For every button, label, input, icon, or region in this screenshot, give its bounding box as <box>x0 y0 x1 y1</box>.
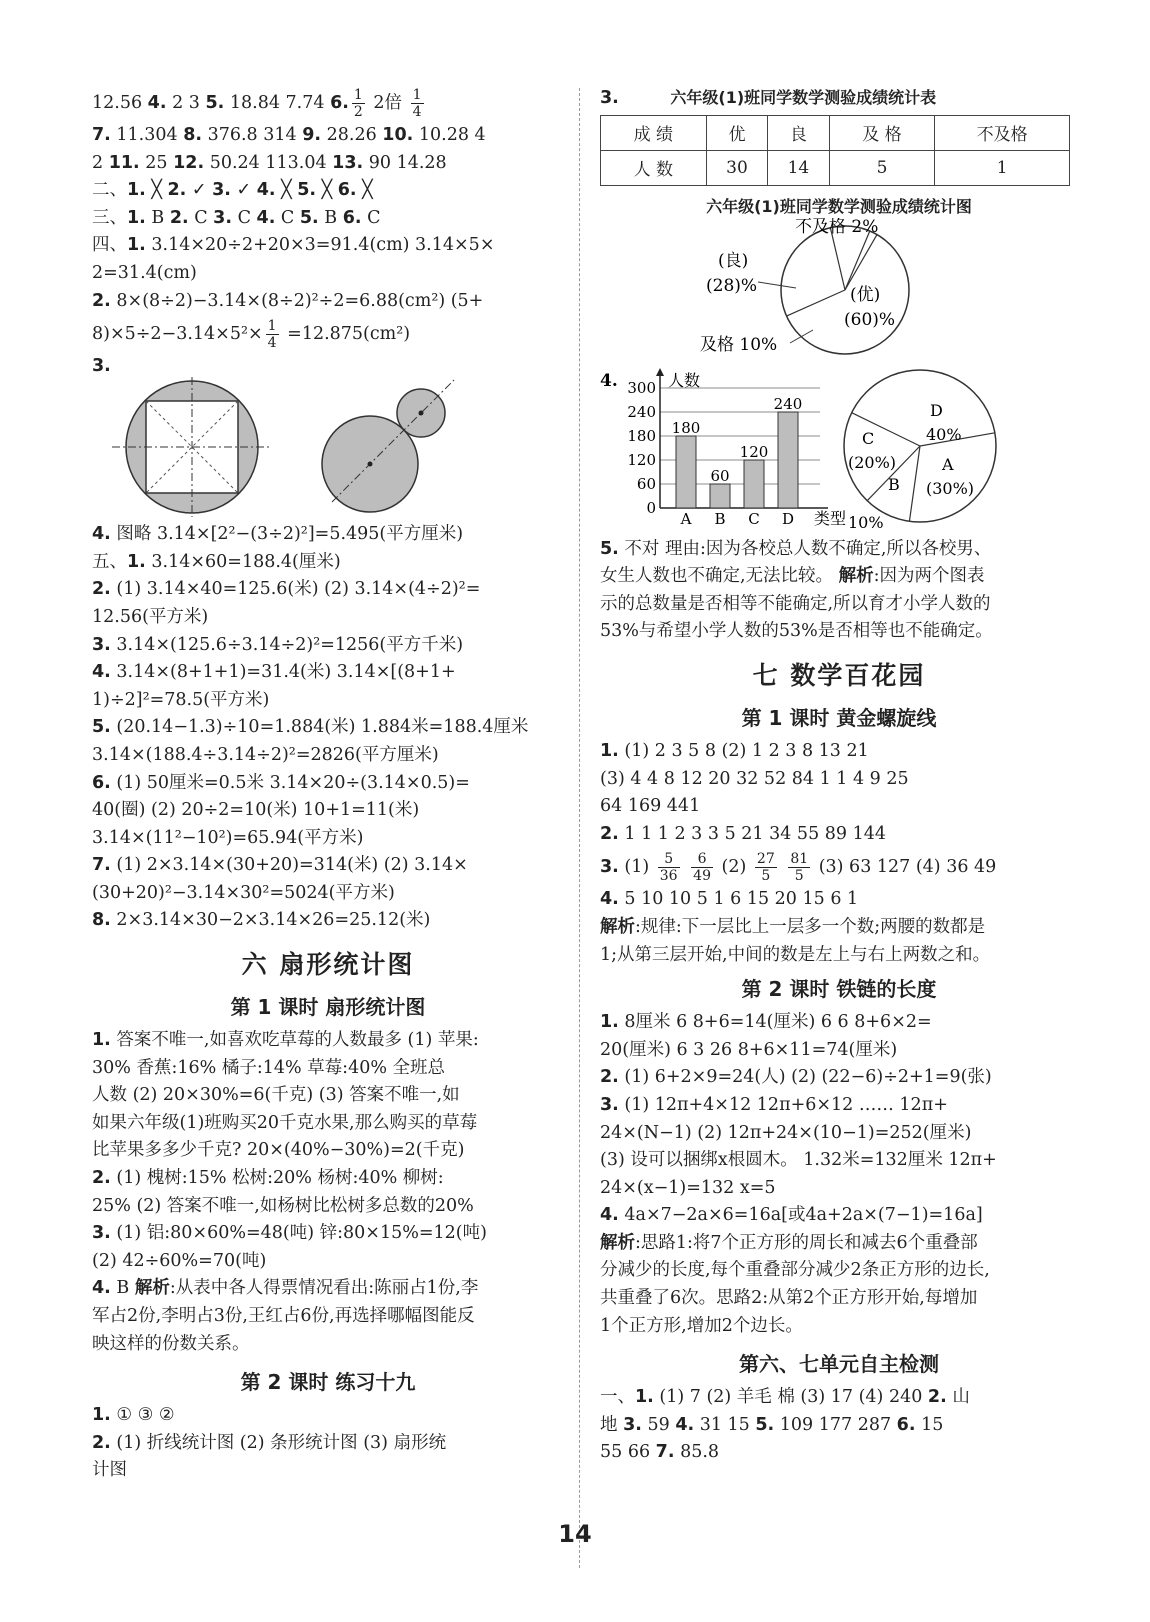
two-circles-figure <box>322 380 454 512</box>
answer-line: 人数 (2) 20×30%=6(千克) (3) 答案不唯一,如 <box>92 1085 460 1106</box>
fraction: $\frac{6}{49}$ <box>693 851 711 885</box>
answer-line: 五、1. 3.14×60=188.4(厘米) <box>92 551 341 572</box>
answer-line: 1. ① ③ ② <box>92 1405 175 1426</box>
lesson-7-1-lines <box>600 738 1078 848</box>
bar-y-label: 人数 <box>668 370 701 390</box>
answer-line: 7. (1) 2×3.14×(30+20)=314(米) (2) 3.14× <box>92 855 468 876</box>
page-number: 14 <box>558 1520 592 1548</box>
table-header-cell: 及 格 <box>829 115 935 150</box>
bar-tick-label: 300 <box>627 378 656 397</box>
lesson-7-1-q3: 3. (1) $\frac{5}{36}$ $\frac{6}{49}$ (2) $\frac{27}{5}$ $\frac{81}{5}$ (3) 63 127 (4) 36 49 <box>600 851 997 885</box>
unit-test-title: 第六、七单元自主检测 <box>739 1352 939 1377</box>
bar-value-label: 60 <box>710 466 730 485</box>
answer-line: 一、1. (1) 7 (2) 羊毛 棉 (3) 17 (4) 240 2. 山 <box>600 1387 970 1408</box>
column-divider <box>579 88 580 1568</box>
bar-tick-label: 60 <box>636 474 656 493</box>
question-4-charts <box>600 362 1078 532</box>
table-cell: 14 <box>768 150 829 185</box>
pie2-label-b: B <box>888 474 900 494</box>
section-7-title: 七 数学百花园 <box>752 660 926 690</box>
answer-line: 4. 4a×7−2a×6=16a[或4a+2a×(7−1)=16a] <box>600 1205 983 1226</box>
question-3-label: 3. <box>92 356 111 377</box>
pie1-label-good-pct: (28)% <box>706 275 758 296</box>
pie-chart-1-title: 六年级(1)班同学数学测验成绩统计图 <box>706 196 972 216</box>
answer-line: 2. (1) 6+2×9=24(人) (2) (22−6)÷2+1=9(张) <box>600 1067 992 1088</box>
table-header-cell: 不及格 <box>935 115 1070 150</box>
lesson-1-lines <box>92 1027 564 1358</box>
pie1-label-pass: 及格 10% <box>700 334 778 355</box>
answer-line: (30+20)²−3.14×30²=5024(平方米) <box>92 882 395 903</box>
bar-tick-label: 0 <box>646 498 656 517</box>
answer-line: 四、1. 3.14×20÷2+20×3=91.4(cm) 3.14×5× <box>92 235 495 256</box>
answer-line: 4. 图略 3.14×[2²−(3÷2)²]=5.495(平方厘米) <box>92 524 464 545</box>
answer-line: 比苹果多多少千克? 20×(40%−30%)=2(千克) <box>92 1140 465 1161</box>
section-6-title: 六 扇形统计图 <box>241 950 415 980</box>
table-header-cell: 优 <box>706 115 767 150</box>
answer-line: 2 11. 25 12. 50.24 113.04 13. 90 14.28 <box>92 152 447 173</box>
answer-line: 示的总数量是否相等不能确定,所以育才小学人数的 <box>600 593 991 614</box>
answer-line: 如果六年级(1)班购买20千克水果,那么购买的草莓 <box>92 1112 478 1133</box>
answer-line: 三、1. B 2. C 3. C 4. C 5. B 6. C <box>92 207 381 228</box>
answer-line: 12.56 4. 2 3 5. 18.84 7.74 6. $\frac{1}{2}$ 2倍 $\frac{1}{4}$ <box>92 87 422 120</box>
bar-category-label: C <box>748 509 760 528</box>
left-top-lines <box>92 84 564 353</box>
bar-tick-label: 180 <box>627 426 656 445</box>
bar-tick-label: 120 <box>627 450 656 469</box>
table-header-cell: 良 <box>768 115 829 150</box>
answer-line: 2. (1) 3.14×40=125.6(米) (2) 3.14×(4÷2)²= <box>92 579 481 600</box>
pie-chart-1-slices <box>781 226 909 354</box>
answer-line: 女生人数也不确定,无法比较。 解析:因为两个图表 <box>600 566 985 587</box>
right-column <box>600 84 1078 1467</box>
circle-square-figure <box>112 377 272 517</box>
bar-x-label: 类型 <box>814 508 847 528</box>
answer-line: 共重叠了6次。思路2:从第2个正方形开始,每增加 <box>600 1288 978 1309</box>
answer-line: (2) 42÷60%=70(吨) <box>92 1250 267 1271</box>
answer-line: 25% (2) 答案不唯一,如杨树比松树多总数的20% <box>92 1195 474 1216</box>
fraction: $\frac{5}{36}$ <box>659 851 678 885</box>
answer-line: 3. 3.14×(125.6÷3.14÷2)²=1256(平方千米) <box>92 634 464 655</box>
answer-line: 3. (1) 铝:80×60%=48(吨) 锌:80×15%=12(吨) <box>92 1223 487 1244</box>
bar-value-label: 240 <box>773 394 803 413</box>
table-header-row <box>601 115 1070 150</box>
answer-line: 24×(N−1) (2) 12π+24×(10−1)=252(厘米) <box>600 1122 972 1143</box>
answer-line: 3. (1) 12π+4×12 12π+6×12 …… 12π+ <box>600 1094 948 1115</box>
answer-line: 1. 答案不唯一,如喜欢吃草莓的人数最多 (1) 苹果: <box>92 1030 479 1051</box>
bar-category-label: A <box>680 509 692 528</box>
lesson-7-1-title: 第 1 课时 黄金螺旋线 <box>741 705 937 730</box>
answer-line: 7. 11.304 8. 376.8 314 9. 28.26 10. 10.28 4 <box>92 125 486 145</box>
answer-line: 解析:思路1:将7个正方形的周长和减去6个重叠部 <box>600 1232 978 1253</box>
table-cell: 30 <box>706 150 767 185</box>
fraction: $\frac{1}{2}$ <box>353 87 363 120</box>
answer-line: 2. 8×(8÷2)−3.14×(8÷2)²÷2=6.88(cm²) (5+ <box>92 290 484 311</box>
lesson-2-title: 第 2 课时 练习十九 <box>240 1370 416 1395</box>
fraction: $\frac{1}{4}$ <box>267 318 277 352</box>
fraction: $\frac{27}{5}$ <box>756 851 775 885</box>
bar-D <box>778 412 798 508</box>
lesson-7-1-more-lines <box>600 886 1078 969</box>
answer-line: 5. 不对 理由:因为各校总人数不确定,所以各校男、 <box>600 538 992 559</box>
pie2-label-c-pct: (20%) <box>848 452 897 472</box>
table-cell: 5 <box>829 150 935 185</box>
answer-line: 计图 <box>92 1460 127 1481</box>
pie2-label-a-pct: (30%) <box>926 478 975 498</box>
figure-circles <box>92 377 562 517</box>
table-row-label: 人 数 <box>601 150 707 185</box>
answer-line: 分减少的长度,每个重叠部分减少2条正方形的边长, <box>600 1260 990 1281</box>
unit-test-lines <box>600 1384 1078 1467</box>
y-axis-arrow <box>656 368 664 376</box>
answer-line: 24×(x−1)=132 x=5 <box>600 1177 776 1198</box>
answer-line: 20(厘米) 6 3 26 8+6×11=74(厘米) <box>600 1039 898 1060</box>
pie1-label-excellent: (优) <box>850 284 881 305</box>
lesson-1-title: 第 1 课时 扇形统计图 <box>230 995 426 1020</box>
answer-line: 6. (1) 50厘米=0.5米 3.14×20÷(3.14×0.5)= <box>92 772 470 793</box>
answer-line: 3.14×(11²−10²)=65.94(平方米) <box>92 827 364 848</box>
answer-line: 2. 1 1 1 2 3 3 5 21 34 55 89 144 <box>600 823 886 844</box>
table-header-line: 3. 六年级(1)班同学数学测验成绩统计表 <box>600 88 937 108</box>
answer-line: 64 169 441 <box>600 796 701 817</box>
pie1-label-good: (良) <box>718 250 749 271</box>
answer-line: 1. (1) 2 3 5 8 (2) 1 2 3 8 13 21 <box>600 740 869 761</box>
answer-line: 2=31.4(cm) <box>92 262 197 283</box>
pie2-label-c: C <box>862 428 875 448</box>
pie-chart-1 <box>600 218 1070 358</box>
fraction: $\frac{1}{4}$ <box>412 87 422 120</box>
q4-label: 4. <box>600 370 618 391</box>
answer-line: 55 66 7. 85.8 <box>600 1442 720 1463</box>
answer-line: 解析:规律:下一层比上一层多一个数;两腰的数都是 <box>600 916 986 937</box>
answer-line: 地 3. 59 4. 31 15 5. 109 177 287 6. 15 <box>600 1414 944 1435</box>
lesson-7-2-lines <box>600 1009 1078 1340</box>
pie2-label-d: D <box>930 400 943 420</box>
table-row <box>601 150 1070 185</box>
bar-chart <box>627 368 846 528</box>
answer-line: 1;从第三层开始,中间的数是左上与右上两数之和。 <box>600 944 991 965</box>
left-answer-lines <box>92 521 564 935</box>
lesson-7-2-title: 第 2 课时 铁链的长度 <box>741 977 937 1002</box>
table-title: 六年级(1)班同学数学测验成绩统计表 <box>670 88 937 107</box>
answer-line: 30% 香蕉:16% 橘子:14% 草莓:40% 全班总 <box>92 1057 446 1078</box>
bar-category-label: B <box>714 509 726 528</box>
answer-line: 8. 2×3.14×30−2×3.14×26=25.12(米) <box>92 910 431 931</box>
left-column <box>92 84 564 1485</box>
table-header-cell: 成 绩 <box>601 115 707 150</box>
answer-line: (3) 设可以捆绑x根圆木。 1.32米=132厘米 12π+ <box>600 1150 997 1171</box>
pie2-label-a: A <box>942 454 954 474</box>
answer-line: 53%与希望小学人数的53%是否相等也不能确定。 <box>600 621 993 642</box>
answer-line: 8)×5÷2−3.14×5²× $\frac{1}{4}$ =12.875(cm²) <box>92 318 411 352</box>
answer-line: 映这样的份数关系。 <box>92 1333 250 1354</box>
answer-line: 4. 3.14×(8+1+1)=31.4(米) 3.14×[(8+1+ <box>92 662 456 683</box>
answer-line: 1)÷2]²=78.5(平方米) <box>92 689 270 710</box>
bar-tick-label: 240 <box>627 402 656 421</box>
bar-value-label: 120 <box>739 442 769 461</box>
answer-line: 3.14×(188.4÷3.14÷2)²=2826(平方厘米) <box>92 744 439 765</box>
answer-line: 军占2份,李明占3份,王红占6份,再选择哪幅图能反 <box>92 1306 475 1326</box>
bar-category-label: D <box>781 509 795 528</box>
answer-line: 2. (1) 折线统计图 (2) 条形统计图 (3) 扇形统 <box>92 1432 447 1453</box>
lesson-2-lines <box>92 1402 564 1485</box>
answer-line: 40(圈) (2) 20÷2=10(米) 10+1=11(米) <box>92 800 420 821</box>
pie2-label-b-pct: 10% <box>848 512 884 532</box>
bar-value-label: 180 <box>671 418 701 437</box>
pie2-label-d-pct: 40% <box>926 424 962 444</box>
bar-B <box>710 484 730 508</box>
answer-line: 1. 8厘米 6 8+6=14(厘米) 6 6 8+6×2= <box>600 1012 932 1033</box>
answer-line: 4. 5 10 10 5 1 6 15 20 15 6 1 <box>600 889 859 910</box>
grades-table <box>600 115 1070 186</box>
pie1-label-fail: 不及格 2% <box>795 217 879 237</box>
pie1-label-excellent-pct: (60)% <box>844 309 896 330</box>
answer-line: 4. B 解析:从表中各人得票情况看出:陈丽占1份,李 <box>92 1278 479 1299</box>
answer-line: 5. (20.14−1.3)÷10=1.884(米) 1.884米=188.4厘米 <box>92 717 529 738</box>
bar-A <box>676 436 696 508</box>
fraction: $\frac{81}{5}$ <box>790 851 809 885</box>
answer-line: 12.56(平方米) <box>92 606 209 627</box>
right-answer-lines <box>600 536 1078 646</box>
answer-line: 1个正方形,增加2个边长。 <box>600 1315 803 1336</box>
table-cell: 1 <box>935 150 1070 185</box>
bar-C <box>744 460 764 508</box>
answer-line: 二、1. ╳ 2. ✓ 3. ✓ 4. ╳ 5. ╳ 6. ╳ <box>92 180 373 201</box>
answer-line: (3) 4 4 8 12 20 32 52 84 1 1 4 9 25 <box>600 768 909 789</box>
answer-line: 2. (1) 槐树:15% 松树:20% 杨树:40% 柳树: <box>92 1168 444 1189</box>
